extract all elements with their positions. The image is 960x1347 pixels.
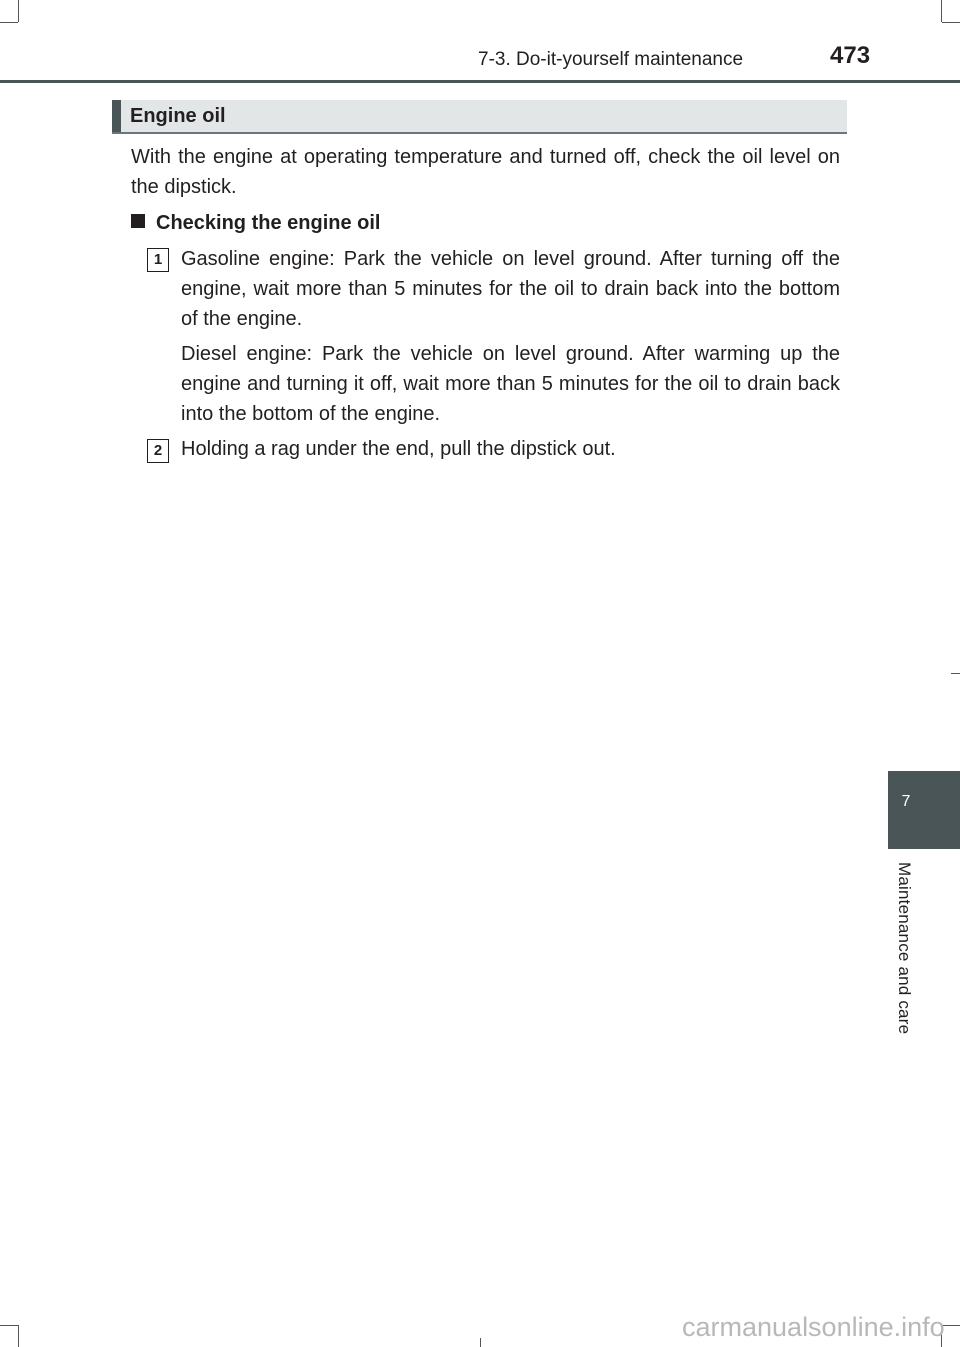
square-bullet-icon (131, 214, 145, 228)
chapter-tab (888, 771, 960, 849)
crop-mark (942, 1325, 960, 1326)
step-2-text: Holding a rag under the end, pull the dipstick out. (181, 438, 616, 460)
chapter-label: Maintenance and care (895, 862, 914, 1035)
subsection-heading (131, 208, 380, 238)
header-rule (0, 80, 960, 83)
chapter-number: 7 (901, 793, 911, 810)
header-section-title: 7-3. Do-it-yourself maintenance (478, 49, 744, 70)
crop-mark (0, 1325, 18, 1326)
section-heading (112, 100, 847, 134)
crop-mark (18, 1325, 19, 1347)
crop-mark (480, 1338, 481, 1347)
crop-mark (951, 673, 960, 674)
subsection-title: Checking the engine oil (156, 212, 381, 234)
section-title: Engine oil (130, 105, 226, 127)
intro-paragraph: With the engine at operating temperature and turned off, check the oil level on the dipstick. (131, 146, 840, 198)
step-number-1: 1 (147, 248, 169, 272)
page-header (0, 0, 960, 84)
section-heading-bar (112, 100, 121, 132)
watermark: carmanualsonline.info (682, 1312, 945, 1342)
page-number: 473 (830, 42, 871, 69)
step-1-gasoline-text: Gasoline engine: Park the vehicle on level ground. After turning off the engine, wait more than 5 minutes for the oil to drain back into the bottom of the engine. (181, 248, 840, 330)
step-number-2: 2 (147, 439, 169, 463)
step-1-diesel-text: Diesel engine: Park the vehicle on level ground. After warming up the engine and turning it off, wait more than 5 minutes for the oil to drain back into the bottom of the engine. (181, 343, 840, 425)
